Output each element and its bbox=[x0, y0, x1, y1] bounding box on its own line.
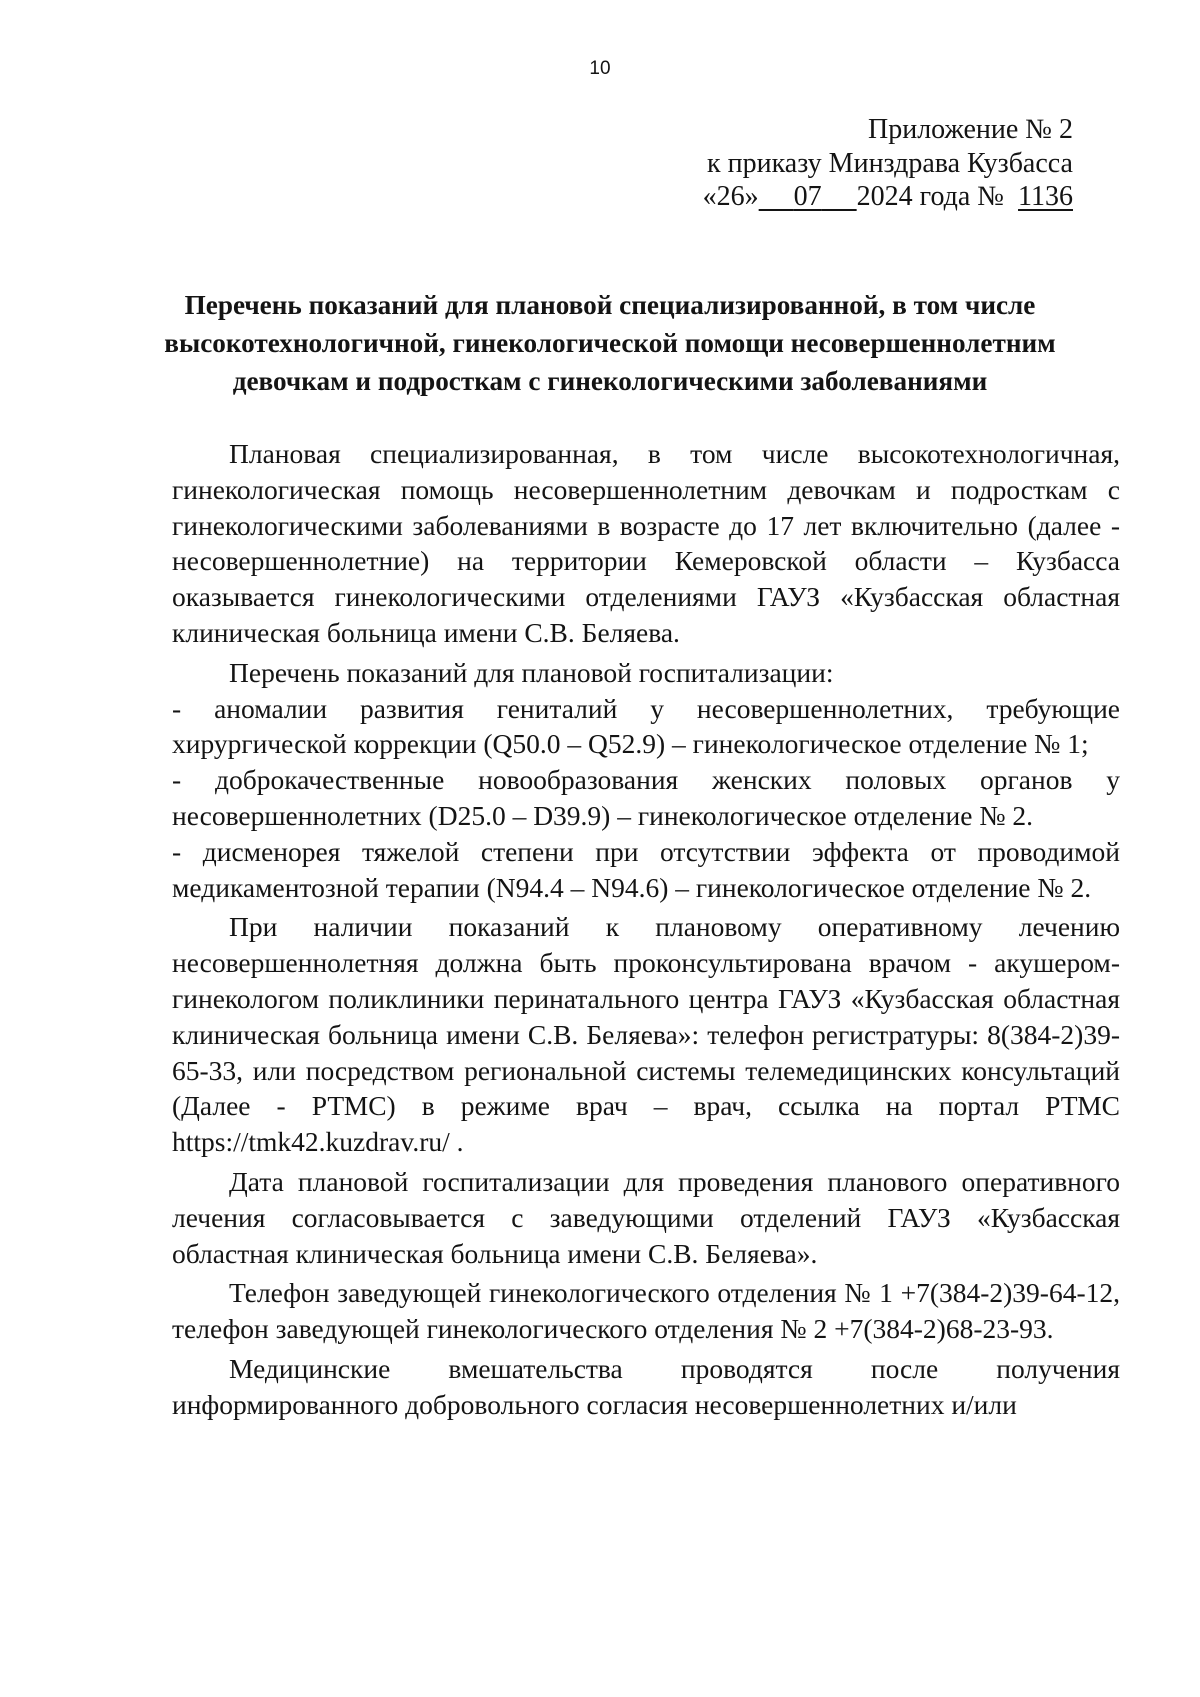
list-item-dysmenorrhea: - дисменорея тяжелой степени при отсутствии эффекта от проводимой медикаментозной терапии (N94.4 – N94.6) – гинекологическое отделение № 2. bbox=[172, 835, 1120, 903]
paragraph-consultation: При наличии показаний к плановому оперативному лечению несовершеннолетняя должна быть проконсультирована врачом - акушером-гинекологом поликлиники перинатального центра ГАУЗ «Кузбасская областная клиническая больница имени С.В. Беляева»: телефон регистратуры: 8(384-2)39-65-33, или посредством региональной системы телемедицинских консультаций (Далее - РТМС) в режиме врач – врач, ссылка на портал РТМС https://tmk42.kuzdrav.ru/ . bbox=[172, 911, 1120, 1158]
paragraph-hospitalization-date: Дата плановой госпитализации для проведения планового оперативного лечения согласовывается с заведующими отделений ГАУЗ «Кузбасская областная клиническая больница имени С.В. Беляева». bbox=[172, 1165, 1120, 1269]
order-day: «26» bbox=[702, 181, 759, 212]
order-number: 1136 bbox=[1018, 181, 1073, 212]
appendix-date-line bbox=[703, 180, 1073, 214]
paragraph-indications-heading: Перечень показаний для плановой госпитализации: bbox=[229, 656, 834, 688]
list-item-neoplasms: - доброкачественные новообразования женских половых органов у несовершеннолетних (D25.0 – D39.9) – гинекологическое отделение № 2. bbox=[172, 764, 1120, 831]
page-number: 10 bbox=[589, 58, 611, 79]
order-year: 2024 года № bbox=[856, 181, 1005, 212]
paragraph-consent: Медицинские вмешательства проводятся после получения информированного добровольного согласия несовершеннолетних и/или bbox=[172, 1352, 1120, 1420]
appendix-header bbox=[703, 113, 1073, 214]
list-item-anomalies: - аномалии развития гениталий у несовершеннолетних, требующие хирургической коррекции (Q50.0 – Q52.9) – гинекологическое отделение № 1; bbox=[172, 692, 1120, 760]
appendix-title: Приложение № 2 bbox=[868, 114, 1073, 145]
paragraph-intro: Плановая специализированная, в том числе высокотехнологичная, гинекологическая помощь несовершеннолетним девочкам и подросткам с гинекологическими заболеваниями в возрасте до 17 лет включительно (далее - несовершеннолетние) на территории Кемеровской области – Кузбасса оказывается гинекологическими отделениями ГАУЗ «Кузбасская областная клиническая больница имени С.В. Беляева. bbox=[172, 438, 1120, 648]
order-month: 07 bbox=[793, 181, 822, 212]
appendix-order-ref: к приказу Минздрава Кузбасса bbox=[707, 147, 1073, 179]
paragraph-phones: Телефон заведующей гинекологического отделения № 1 +7(384-2)39-64-12, телефон заведующей гинекологического отделения № 2 +7(384-2)68-23-93. bbox=[172, 1277, 1120, 1345]
document-body bbox=[172, 436, 1120, 1423]
document-title: Перечень показаний для плановой специализированной, в том числе высокотехнологичной, гинекологической помощи несовершеннолетним девочкам и подросткам с гинекологическими заболеваниями bbox=[164, 290, 1056, 396]
